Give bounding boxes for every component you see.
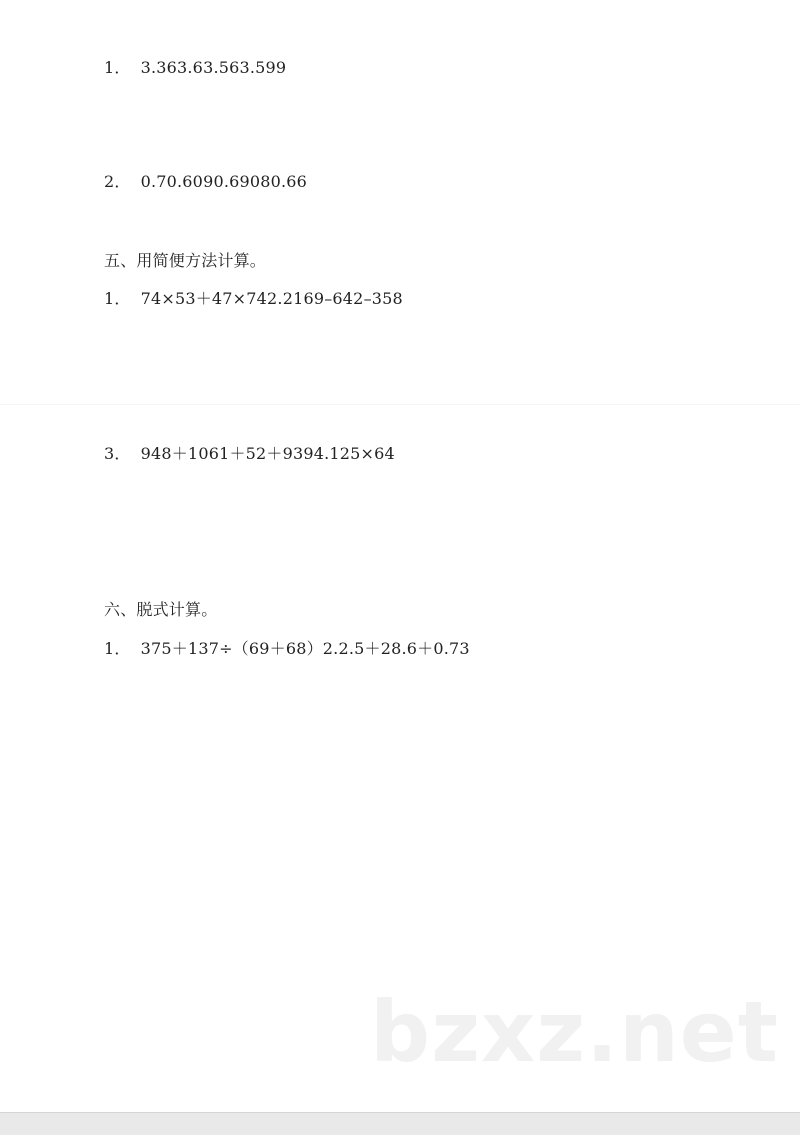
problem-number: 1．	[104, 639, 131, 658]
problem-number: 1．	[104, 289, 131, 308]
problem-item	[104, 444, 395, 464]
problem-number: 2．	[104, 172, 131, 191]
problem-item	[104, 172, 307, 192]
section-heading-5: 五、用简便方法计算。	[104, 251, 267, 270]
page-divider	[0, 404, 800, 405]
bottom-scroll-bar[interactable]	[0, 1112, 800, 1135]
problem-number: 1．	[104, 58, 131, 77]
problem-text: 74×53＋47×742.2169–642–358	[140, 289, 403, 308]
problem-item	[104, 289, 403, 309]
section-heading-6: 六、脱式计算。	[104, 600, 218, 619]
problem-number: 3．	[104, 444, 131, 463]
problem-text: 948＋1061＋52＋9394.125×64	[140, 444, 395, 463]
problem-item	[104, 639, 470, 659]
watermark-logo: bzxz.net	[370, 983, 779, 1081]
problem-text: 3.363.63.563.599	[140, 58, 287, 77]
problem-item	[104, 58, 286, 78]
problem-text: 375＋137÷（69＋68）2.2.5＋28.6＋0.73	[140, 639, 470, 658]
problem-text: 0.70.6090.69080.66	[140, 172, 308, 191]
